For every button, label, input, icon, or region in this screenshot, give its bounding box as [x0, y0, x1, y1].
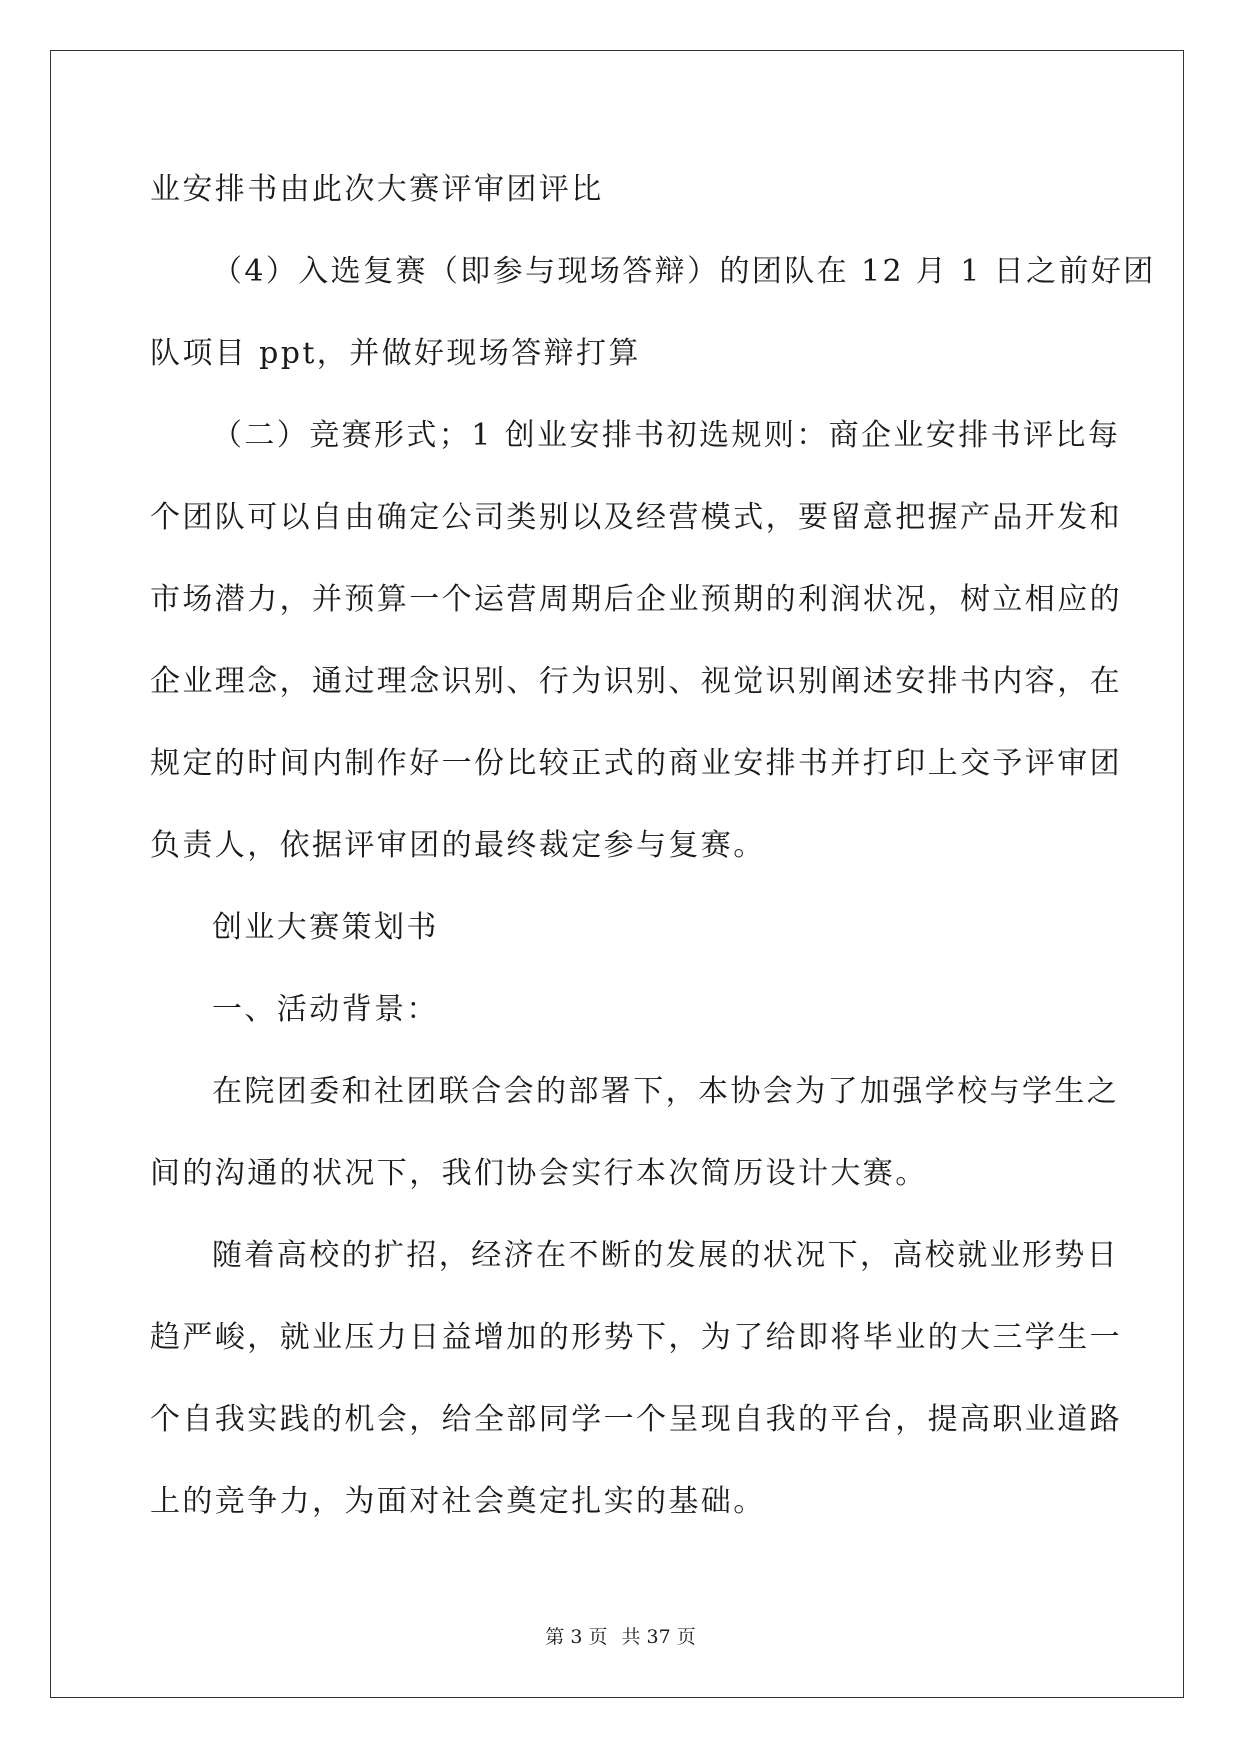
page-number: 第 3 页 — [545, 1626, 608, 1648]
text-line: 间的沟通的状况下，我们协会实行本次简历设计大赛。 — [150, 1156, 928, 1191]
text-line: （4）入选复赛（即参与现场答辩）的团队在 12 月 1 日之前好团 — [212, 254, 1156, 289]
text-line: 业安排书由此次大赛评审团评比 — [150, 172, 604, 207]
text-line: 规定的时间内制作好一份比较正式的商业安排书并打印上交予评审团 — [150, 746, 1122, 781]
page-footer — [0, 1622, 1241, 1649]
text-line: 个自我实践的机会，给全部同学一个呈现自我的平台，提高职业道路 — [150, 1402, 1122, 1437]
text-line: 个团队可以自由确定公司类别以及经营模式，要留意把握产品开发和 — [150, 500, 1122, 535]
section-heading: 一、活动背景： — [212, 992, 439, 1027]
section-title: 创业大赛策划书 — [212, 910, 439, 945]
text-line: 趋严峻，就业压力日益增加的形势下，为了给即将毕业的大三学生一 — [150, 1320, 1122, 1355]
document-body — [150, 160, 1156, 1554]
text-line: 上的竞争力，为面对社会奠定扎实的基础。 — [150, 1484, 766, 1519]
text-line: 队项目 ppt，并做好现场答辩打算 — [150, 336, 641, 371]
text-line: 在院团委和社团联合会的部署下，本协会为了加强学校与学生之 — [212, 1074, 1120, 1109]
text-line: 负责人，依据评审团的最终裁定参与复赛。 — [150, 828, 766, 863]
text-line: 随着高校的扩招，经济在不断的发展的状况下，高校就业形势日 — [212, 1238, 1120, 1273]
page-total: 共 37 页 — [621, 1626, 696, 1648]
text-line: （二）竞赛形式；1 创业安排书初选规则：商企业安排书评比每 — [212, 418, 1121, 453]
text-line: 市场潜力，并预算一个运营周期后企业预期的利润状况，树立相应的 — [150, 582, 1122, 617]
text-line: 企业理念，通过理念识别、行为识别、视觉识别阐述安排书内容，在 — [150, 664, 1122, 699]
